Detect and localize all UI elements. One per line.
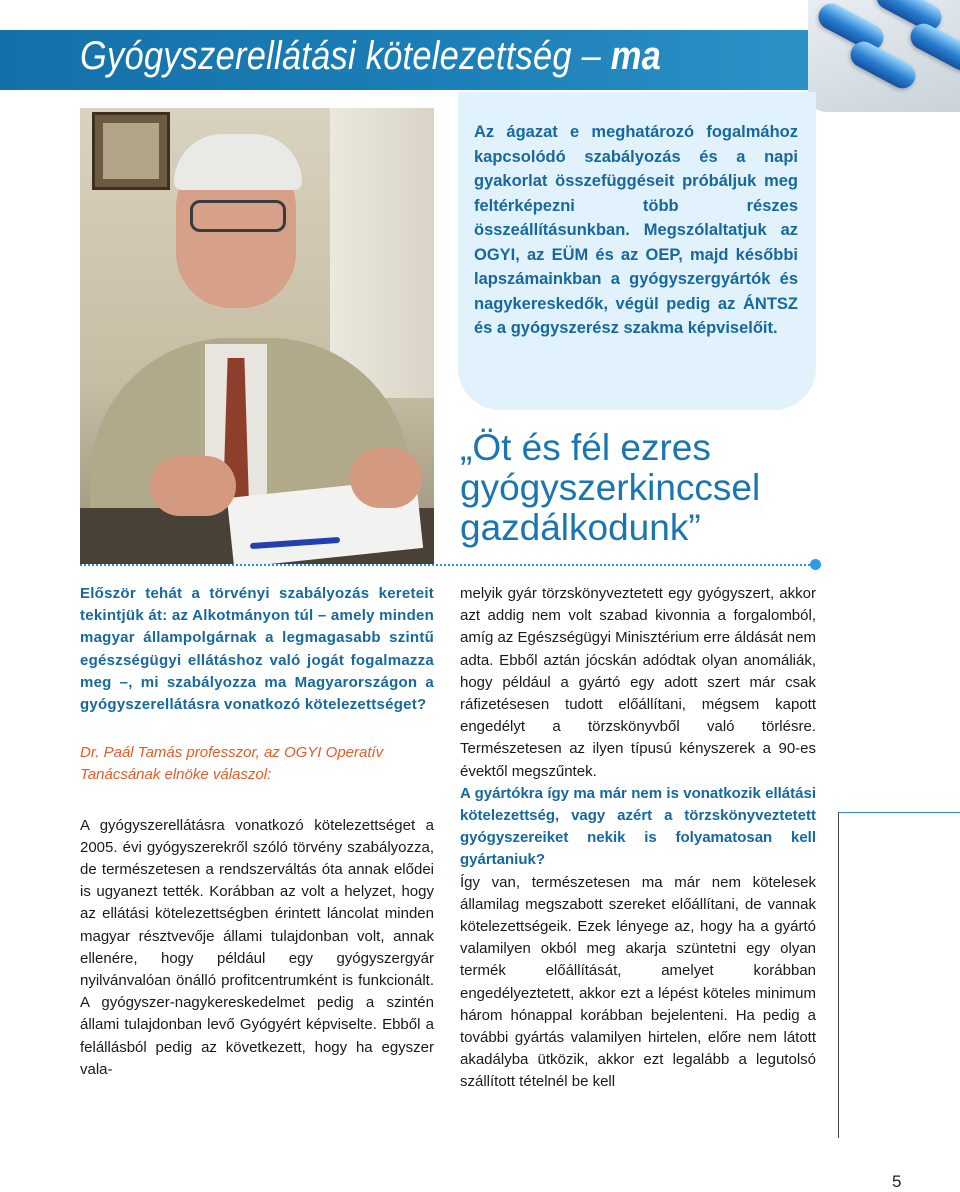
answer-text-1-continued: melyik gyár törzskönyveztetett egy gyógyszert, akkor azt addig nem volt szabad kivonnia a forgalomból, amíg az Egészségügyi Minisztérium erre áldását nem adta. Ebből aztán jócskán adódtak olyan anomáliák, hogy például a gyártó egy adott szert már csak ráfizetésesen tudott előállítani, mégsem kapott engedélyt a törzskönyvből való törlésre. Természetesen az ilyen típusú kényszerek a 90-es évektől megszűntek. (460, 585, 816, 780)
photo-glasses (190, 200, 286, 232)
page-number: 5 (892, 1172, 902, 1191)
page-title-accent: ma (610, 34, 662, 78)
article-headline: „Öt és fél ezres gyógyszerkinccsel gazdálkodunk” (460, 427, 761, 548)
divider-dot-icon (810, 559, 821, 570)
answer-text-2: Így van, természetesen ma már nem kötelesek államilag megszabott szereket előállítani, de vannak kötelezettségeik. Ezek lényege az, hogy ha a gyártó valamilyen okból meg akarja szüntetni egy olyan termék előállítását, amelyet korábban engedélyeztetett, akkor ezt a lépést köteles minimum három hónappal korábban bejelenteni. Ha pedig a további gyártás valamilyen hirtelen, előre nem látott akadályba ütközik, akkor ezt legalább a legutolsó szállított tételnél be kell (460, 873, 816, 1091)
photo-wall-picture (92, 112, 170, 190)
right-column (460, 583, 816, 1094)
side-rule-horizontal (838, 812, 960, 813)
page-title (80, 34, 661, 79)
pill-capsule-icon (846, 37, 920, 93)
photo-hand-right (350, 448, 422, 508)
photo-hair (174, 134, 302, 190)
intro-box (458, 92, 816, 410)
pill-capsule-icon (906, 19, 960, 75)
photo-wall (330, 108, 434, 398)
left-column (80, 583, 434, 1081)
interviewee-credit: Dr. Paál Tamás professzor, az OGYI Operatív Tanácsának elnöke válaszol: (80, 744, 384, 784)
intro-text: Az ágazat e meghatározó fogalmához kapcsolódó szabályozás és a napi gyakorlat összefüggéseit próbáljuk meg feltérképezni több részes összeállításunkban. Megszólaltatjuk az OGYI, az EÜM és az OEP, majd későbbi lapszámainkban a gyógyszergyártók és nagykereskedők, végül pedig az ÁNTSZ és a gyógyszerész szakma képviselőit. (474, 123, 798, 337)
answer-text-1: A gyógyszerellátásra vonatkozó kötelezettséget a 2005. évi gyógyszerekről szóló törvény szabályozza, de természetesen a rendszerváltás óta annak elődei is ugyanezt tették. Korábban az volt a helyzet, hogy az ellátási kötelezettségben érintett láncolat minden magyar résztvevője állami tulajdonban volt, annak ellenére, hogy például egy gyógyszergyár nyilvánvalóan önálló profitcentrumként is funkcionált. A gyógyszer-nagykereskedelmet pedig a szintén állami tulajdonban levő Gyógyért képviselte. Ebből a felállásból pedig az következett, hogy ha egyszer vala- (80, 816, 434, 1078)
interview-question-2: A gyártókra így ma már nem is vonatkozik ellátási kötelezettség, vagy azért a törzskönyveztetett gyógyszereiket nekik is folyamatosan kell gyártaniuk? (460, 784, 816, 869)
portrait-photo (80, 108, 434, 564)
section-divider (80, 564, 814, 566)
side-rule-vertical (838, 812, 839, 1138)
interview-question-1: Először tehát a törvényi szabályozás kereteit tekintjük át: az Alkotmányon túl – amely minden magyar állampolgárnak a legmagasabb szintű egészségügyi ellátáshoz való jogát fogalmazza meg –, mi szabályozza ma Magyarországon a gyógyszerellátásra vonatkozó kötelezettséget? (80, 585, 434, 714)
pill-blister-image (808, 0, 960, 112)
page-title-main: Gyógyszerellátási kötelezettség – (80, 34, 601, 78)
photo-hand-left (150, 456, 236, 516)
